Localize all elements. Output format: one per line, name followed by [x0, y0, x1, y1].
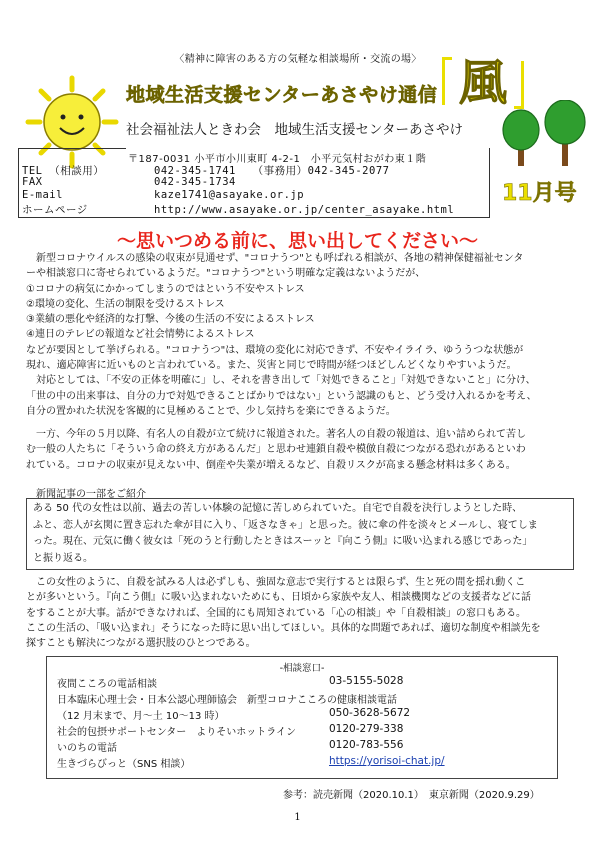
kaze-character: 風: [458, 55, 507, 111]
news-section-label: 新聞記事の一部をご紹介: [36, 489, 146, 500]
contact-label: TEL （相談用）: [22, 165, 105, 177]
text-line: 探すことも解決につながる選択肢のひとつである。: [26, 638, 256, 650]
organization-name: 社会福祉法人ときわ会 地域生活支援センターあさやけ: [126, 122, 463, 138]
page-number: 1: [294, 812, 301, 823]
tagline: 〈精神に障害のある方の気軽な相談場所・交流の場〉: [174, 54, 422, 65]
consult-phone[interactable]: 050-3628-5672: [329, 707, 411, 719]
consult-name: （12 月末まで、月～土 10～13 時）: [57, 711, 225, 722]
consult-phone[interactable]: 0120-279-338: [329, 723, 404, 735]
consult-name: 夜間こころの電話相談: [57, 679, 157, 690]
contact-row-fax: [22, 176, 236, 188]
consult-phone[interactable]: 0120-783-556: [329, 739, 404, 751]
text-line: ある 50 代の女性は以前、過去の苦しい体験の記憶に苦しめられていた。自宅で自殺を決行しようとした時、: [33, 503, 523, 514]
consult-name: いのちの電話: [57, 743, 117, 754]
text-line: ③業績の悪化や経済的な打撃、今後の生活の不安によるストレス: [26, 314, 315, 326]
text-line: ふと、恋人が玄関に置き忘れた傘が目に入り、「返さなきゃ」と思った。彼に傘の件を淡々とメールし、寝てしま: [33, 519, 538, 531]
contact-row-email: [22, 189, 304, 201]
text-line: と振り返る。: [33, 552, 93, 564]
text-line: などが要因として挙げられる。"コロナうつ"は、環境の変化に対応できず、不安やイライラ、ゆううつな状態が: [26, 344, 524, 356]
contact-label: ホームページ: [22, 204, 88, 216]
text-line: 一方、今年の５月以降、有名人の自殺が立て続けに報道された。著名人の自殺の報道は、追い詰められて苦し: [26, 429, 526, 440]
newsletter-title: 地域生活支援センターあさやけ通信: [126, 84, 438, 106]
issue-month: 11月号: [502, 181, 577, 206]
text-line: ーや相談窓口に寄せられているようだ。"コロナうつ"という明確な定義はないようだが、: [26, 268, 426, 280]
consult-name: 生きづらびっと（SNS 相談）: [57, 759, 191, 770]
text-line: 新型コロナウイルスの感染の収束が見通せず、"コロナうつ"とも呼ばれる相談が、各地の精神保健福祉センタ: [26, 253, 524, 264]
paragraph-2: [26, 427, 574, 473]
text-line: ①コロナの病気にかかってしまうのではという不安やストレス: [26, 283, 305, 295]
consultation-title: -相談窓口-: [279, 663, 325, 674]
text-line: 対応としては、「不安の正体を明確に」し、それを書き出して「対処できること」「対処できないこと」に分け、: [26, 375, 536, 387]
text-line: った。現在、元気に働く彼女は「死のうと行動したときはスーッと『向こう側』に吸い込まれる感じであった」: [33, 536, 533, 547]
contact-label: FAX: [22, 176, 43, 188]
text-line: この女性のように、自殺を試みる人は必ずしも、強固な意志で実行するとは限らず、生と死の間を揺れ動くこ: [26, 577, 526, 588]
consult-name: 社会的包摂サポートセンター よりそいホットライン: [57, 727, 296, 738]
tree-illustration: [500, 100, 590, 170]
contact-label: E-mail: [22, 189, 63, 201]
text-line: れている。コロナの収束が見えない中、倒産や失業が増えるなど、自殺リスクが高まる懸念材料は多くある。: [26, 459, 516, 471]
text-line: 「世の中の出来事は、自分の力で対処できることばかりではない」という認識のもと、どう受け入れるかを考え、: [26, 390, 537, 402]
homepage-link[interactable]: http://www.asayake.or.jp/center_asayake.html: [154, 204, 455, 216]
text-line: ②環境の変化、生活の制限を受けるストレス: [26, 298, 225, 310]
text-line: 自分の置かれた状況を客観的に見極めることで、少し気持ちを楽にできるようだ。: [26, 405, 396, 417]
text-line: ④連日のテレビの報道など社会情勢によるストレス: [26, 329, 255, 341]
contact-value: 042-345-1741 （事務用）042-345-2077: [154, 165, 390, 177]
text-line: をすることが大事。話ができなければ、全国的にも周知されている「心の相談」や「自殺相談」の窓口もある。: [26, 607, 526, 619]
paragraph-3: [26, 575, 574, 651]
text-line: 現れ、適応障害に近いものと言われている。また、災害と同じで時間が経つほどしんどくなりやすいようだ。: [26, 360, 517, 372]
text-line: とが多いという。『向こう側』に吸い込まれないためにも、日頃から家族や友人、相談機関などの支援者などに話: [26, 592, 531, 604]
text-line: ここの生活の、「吸い込まれ」そうになった時に思い出してほしい。具体的な問題であれば、適切な制度や相談先を: [26, 622, 541, 634]
consult-phone[interactable]: 03-5155-5028: [329, 675, 404, 687]
contact-value: 042-345-1734: [154, 176, 236, 188]
contact-row-homepage: [22, 202, 454, 217]
email-link[interactable]: kaze1741@asayake.or.jp: [154, 189, 305, 201]
paragraph-1: [26, 251, 574, 419]
consult-link[interactable]: https://yorisoi-chat.jp/: [329, 755, 445, 767]
consultation-box: [46, 656, 558, 779]
text-line: む一般の人たちに「そういう命の終え方があるんだ」と思わせ連鎖自殺や模倣自殺につながる恐れがあるといわ: [26, 444, 526, 456]
consult-name: 日本臨床心理士会・日本公認心理師協会 新型コロナこころの健康相談電話: [57, 695, 397, 706]
headline: ～思いつめる前に、思い出してください～: [116, 230, 478, 252]
address: 〒187-0031 小平市小川東町 4-2-1 小平元気村おがわ東１階: [128, 154, 427, 165]
references: 参考：読売新聞（2020.10.1） 東京新聞（2020.9.29）: [283, 790, 540, 801]
news-quote-box: [26, 498, 574, 570]
